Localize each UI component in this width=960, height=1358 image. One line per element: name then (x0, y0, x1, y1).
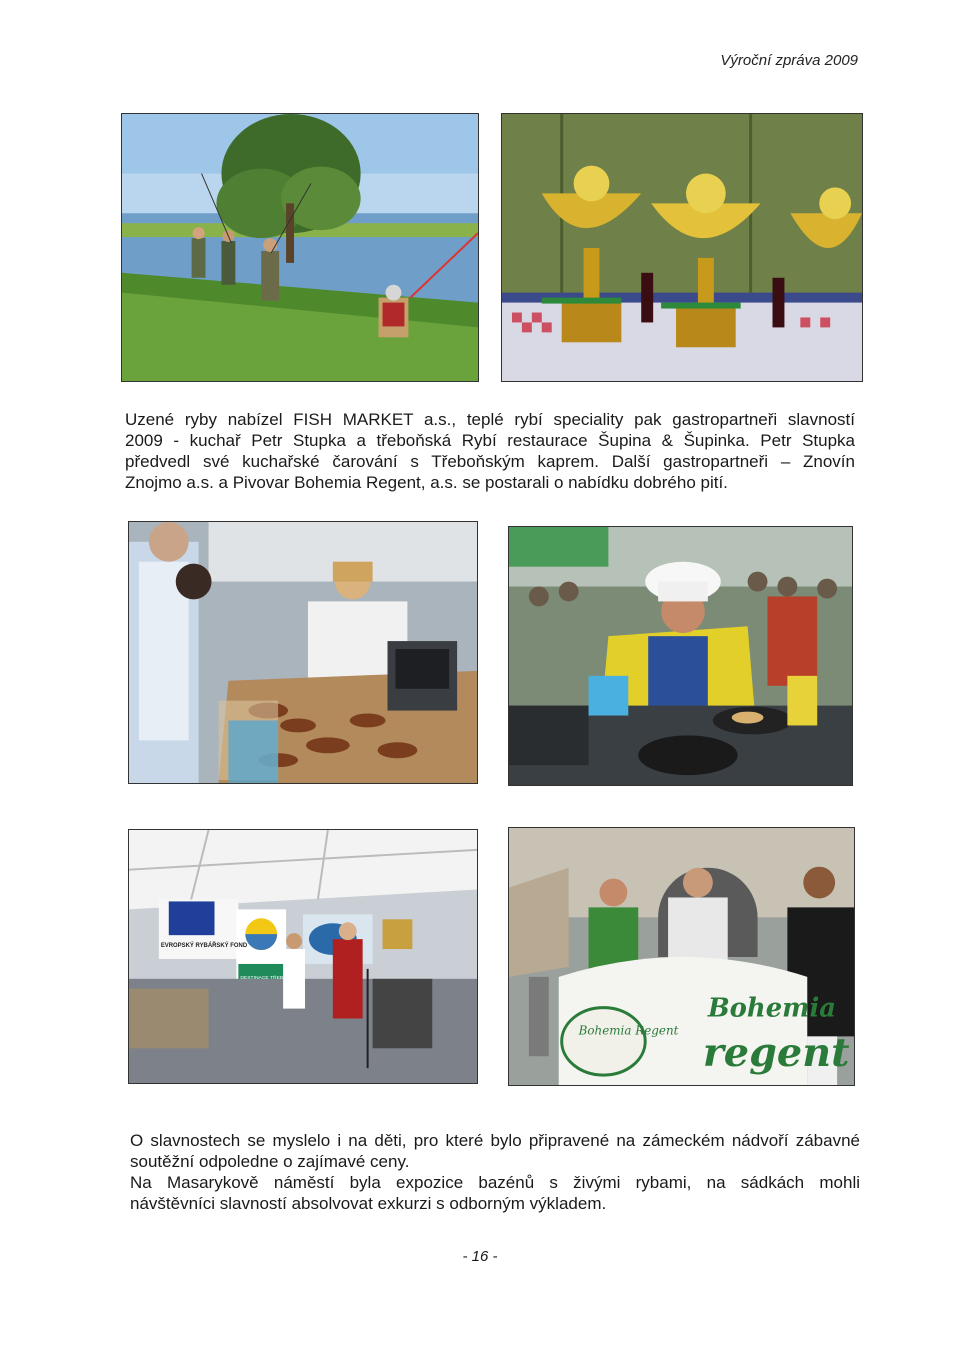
regent-small-logo-text: Bohemia Regent (578, 1023, 679, 1038)
paragraph-intro (125, 409, 855, 493)
paragraph-line: předvedl své kuchařské čarování s Třeboňským kaprem. Další gastropartneři – Znovín (125, 452, 855, 471)
page-header-title: Výroční zpráva 2009 (720, 52, 858, 69)
photo-stage-banners (128, 829, 478, 1084)
paragraph-line: soutěžní odpoledne o zajímavé ceny. (130, 1152, 410, 1171)
paragraph-line: Znojmo a.s. a Pivovar Bohemia Regent, a.s. se postarali o nabídku dobrého pití. (125, 473, 728, 492)
destination-banner-text: DESTINACE TŘEBOŇSKO (240, 975, 302, 981)
photo-fishing-lake (121, 113, 479, 382)
paragraph-line: návštěvníci slavností absolvovat exkurzi s odborným výkladem. (130, 1194, 607, 1213)
regent-big-top-text: Bohemia (707, 993, 837, 1024)
paragraph-line: Uzené ryby nabízel FISH MARKET a.s., teplé rybí speciality pak gastropartneři slavností (125, 410, 855, 429)
paragraph-line: 2009 - kuchař Petr Stupka a třeboňská Rybí restaurace Šupina & Šupinka. Petr Stupka (125, 431, 855, 450)
regent-big-bottom-text: regent (702, 1030, 850, 1077)
photo-trophies (501, 113, 863, 382)
paragraph-line: O slavnostech se myslelo i na děti, pro které bylo připravené na zámeckém nádvoří zábavné (130, 1131, 860, 1150)
eu-banner-text: EVROPSKÝ RYBÁŘSKÝ FOND (160, 943, 248, 950)
photo-smoked-fish-stand (128, 521, 478, 784)
page-number: - 16 - (462, 1248, 498, 1265)
paragraph-line: Na Masarykově náměstí byla expozice bazénů s živými rybami, na sádkách mohli (130, 1173, 860, 1192)
photo-regent-beer-stand (508, 827, 855, 1086)
paragraph-children-program (130, 1130, 860, 1214)
photo-chef-cooking (508, 526, 853, 786)
